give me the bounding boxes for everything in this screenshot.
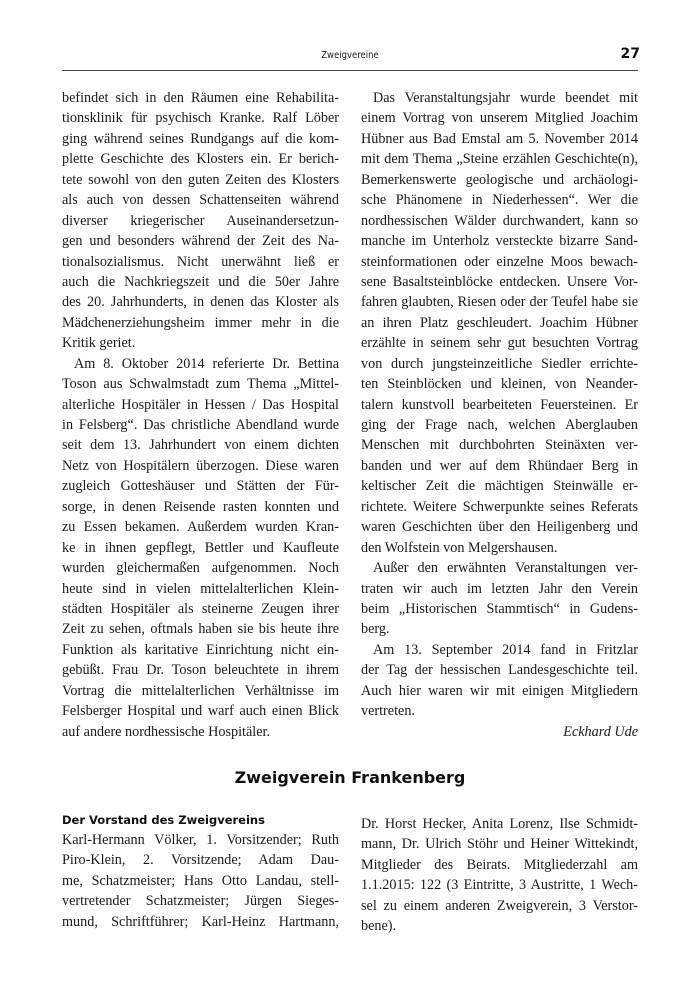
text-line: tete sowohl von den guten Zeiten des Klosters	[62, 171, 339, 188]
text-line: vertreten.	[361, 703, 415, 720]
running-header-title: Zweigvereine	[321, 50, 379, 61]
text-line: gebüßt. Frau Dr. Toson beleuchtete in ihrem	[62, 662, 339, 679]
text-line: plette Geschichte des Klosters ein. Er berich-	[62, 151, 339, 168]
text-line: 1.1.2015: 122 (3 Eintritte, 3 Austritte, 1 Wech-	[361, 877, 638, 894]
text-line: talern kunstvoll bearbeiteten Feuersteinen. Er	[361, 396, 638, 413]
text-line: sel zu einem anderen Zweigverein, 3 Verstor-	[361, 897, 638, 914]
text-line: Auch hier waren wir mit einigen Mitgliedern	[361, 682, 638, 699]
header-rule	[62, 70, 638, 71]
text-line: zugleich Gotteshäuser und Stätten der Für-	[62, 478, 339, 495]
text-line: Felsberger Hospital und warf auch einen Blick	[62, 703, 339, 720]
text-line: sche Phänomene in Niederhessen“. Wer die	[361, 192, 638, 209]
text-line: Hübner aus Bad Emstal am 5. November 2014	[361, 130, 638, 147]
text-line: seit dem 13. Jahrhundert von einem dichten	[62, 437, 339, 454]
subheading: Der Vorstand des Zweigvereins	[62, 813, 265, 827]
text-line: Funktion als karitative Einrichtung nicht ein-	[62, 641, 339, 658]
text-line: keltischer Zeit die mächtigen Steinwälle er-	[361, 478, 638, 495]
text-line: Das Veranstaltungsjahr wurde beendet mit	[373, 90, 638, 106]
text-line: banden und wer auf dem Rhündaer Berg in	[361, 457, 638, 474]
text-line: vertretender Schatzmeister; Jürgen Sieges-	[62, 893, 339, 910]
text-line: als auch von dessen Schattenseiten während	[62, 192, 339, 209]
text-line: ten Steinblöcken und kleinen, von Neander-	[361, 376, 638, 393]
text-line: Netz von Hospitälern überzogen. Diese waren	[62, 457, 339, 474]
page-number: 27	[620, 46, 640, 62]
text-line: heute sind in vielen mittelalterlichen Klein-	[62, 580, 339, 597]
text-line: berg.	[361, 621, 390, 638]
text-line: Piro-Klein, 2. Vorsitzende; Adam Dau-	[62, 852, 339, 869]
text-line: nordhessischen Wälder durchwandert, kann so	[361, 212, 638, 229]
text-line: Außer den erwähnten Veranstaltungen ver-	[373, 560, 638, 577]
text-line: Menschen mit durchbohrten Steinäxten ver-	[361, 437, 638, 454]
text-line: alterliche Hospitäler in Hessen / Das Hospital	[62, 396, 339, 413]
text-line: manche im Unterholz versteckte bizarre Sand-	[361, 233, 638, 250]
text-line: Kritik geriet.	[62, 335, 136, 352]
text-line: erzählte in seinem sehr gut besuchten Vortrag	[361, 335, 638, 352]
text-line: Dr. Horst Hecker, Anita Lorenz, Ilse Schmidt-	[361, 816, 638, 832]
text-line: Bemerkenswerte geologische und archäologi-	[361, 171, 638, 188]
author-signature: Eckhard Ude	[563, 723, 638, 740]
text-line: des 20. Jahrhunderts, in denen das Kloster als	[62, 294, 339, 311]
text-line: mit dem Thema „Steine erzählen Geschichte(n),	[361, 151, 638, 168]
text-line: von durch jungsteinzeitliche Siedler errichte-	[361, 355, 638, 372]
section-title: Zweigverein Frankenberg	[234, 768, 466, 787]
text-line: gen und besonders während der Zeit des Na-	[62, 233, 339, 250]
text-line: Zeit zu sehen, oftmals haben sie bis heute ihre	[62, 621, 339, 638]
text-line: traten wir auch im letzten Jahr den Verein	[361, 580, 638, 597]
text-line: steinformationen oder einzelne Moos bewach-	[361, 253, 638, 270]
board-right-column	[361, 814, 638, 937]
text-line: Vortrag die mittelalterlichen Verhältnisse im	[62, 682, 339, 699]
text-line: sene Basaltsteinblöcke entdecken. Unsere Vor-	[361, 273, 638, 290]
text-line: richtete. Weitere Schwerpunkte seines Referats	[361, 498, 638, 515]
board-left-column	[62, 810, 339, 932]
text-line: mann, Dr. Ulrich Stöhr und Heiner Wittekindt,	[361, 836, 638, 853]
right-text-column	[361, 88, 638, 742]
text-line: zu Essen bekamen. Außerdem wurden Kran-	[62, 519, 339, 536]
text-line: Karl-Hermann Völker, 1. Vorsitzender; Ruth	[62, 832, 339, 848]
text-line: sorge, in denen Reisende rasten konnten und	[62, 498, 339, 515]
text-line: an ihren Platz geschleudert. Joachim Hübner	[361, 314, 638, 331]
left-text-column	[62, 88, 339, 742]
text-line: bene).	[361, 918, 397, 935]
text-line: beim „Historischen Stammtisch“ in Gudens-	[361, 600, 638, 617]
text-line: in Felsberg“. Das christliche Abendland wurde	[62, 417, 339, 433]
text-line: ging während seines Rundgangs auf die kom-	[62, 130, 339, 147]
text-line: auch die Nachkriegszeit und die 50er Jahre	[62, 273, 339, 290]
text-line: waren Geschichten über den Heiligenberg und	[361, 519, 638, 536]
text-line: den Wolfstein von Melgershausen.	[361, 539, 558, 556]
text-line: der Tag der hessischen Landesgeschichte teil.	[361, 662, 638, 679]
text-line: Am 8. Oktober 2014 referierte Dr. Bettina	[74, 355, 339, 372]
text-line: tionsklinik für psychisch Kranke. Ralf Löber	[62, 110, 339, 127]
text-line: einem Vortrag von unserem Mitglied Joachim	[361, 110, 638, 127]
text-line: diverser kriegerischer Auseinandersetzun-	[62, 212, 339, 229]
text-line: städten Hospitäler als steinerne Zeugen ihrer	[62, 600, 339, 617]
text-line: mund, Schriftführer; Karl-Heinz Hartmann,	[62, 913, 339, 930]
text-line: befindet sich in den Räumen eine Rehabilita-	[62, 90, 339, 106]
text-line: ging der Frage nach, welchen Aberglauben	[361, 417, 638, 433]
text-line: me, Schatzmeister; Hans Otto Landau, stell-	[62, 872, 339, 889]
text-line: Mitglieder des Beirats. Mitgliederzahl am	[361, 856, 638, 873]
text-line: Mädchenerziehungsheim immer mehr in die	[62, 314, 339, 331]
text-line: ke in ihnen gepflegt, Bettler und Kaufleute	[62, 539, 339, 556]
text-line: Am 13. September 2014 fand in Fritzlar	[373, 641, 638, 658]
text-line: Toson aus Schwalmstadt zum Thema „Mittel-	[62, 376, 339, 393]
text-line: fahren glaubten, Riesen oder der Teufel habe sie	[361, 294, 638, 311]
text-line: tionalsozialismus. Nicht unerwähnt ließ er	[62, 253, 339, 270]
text-line: auf andere nordhessische Hospitäler.	[62, 723, 271, 740]
text-line: wurden gleichermaßen aufgenommen. Noch	[62, 560, 339, 577]
